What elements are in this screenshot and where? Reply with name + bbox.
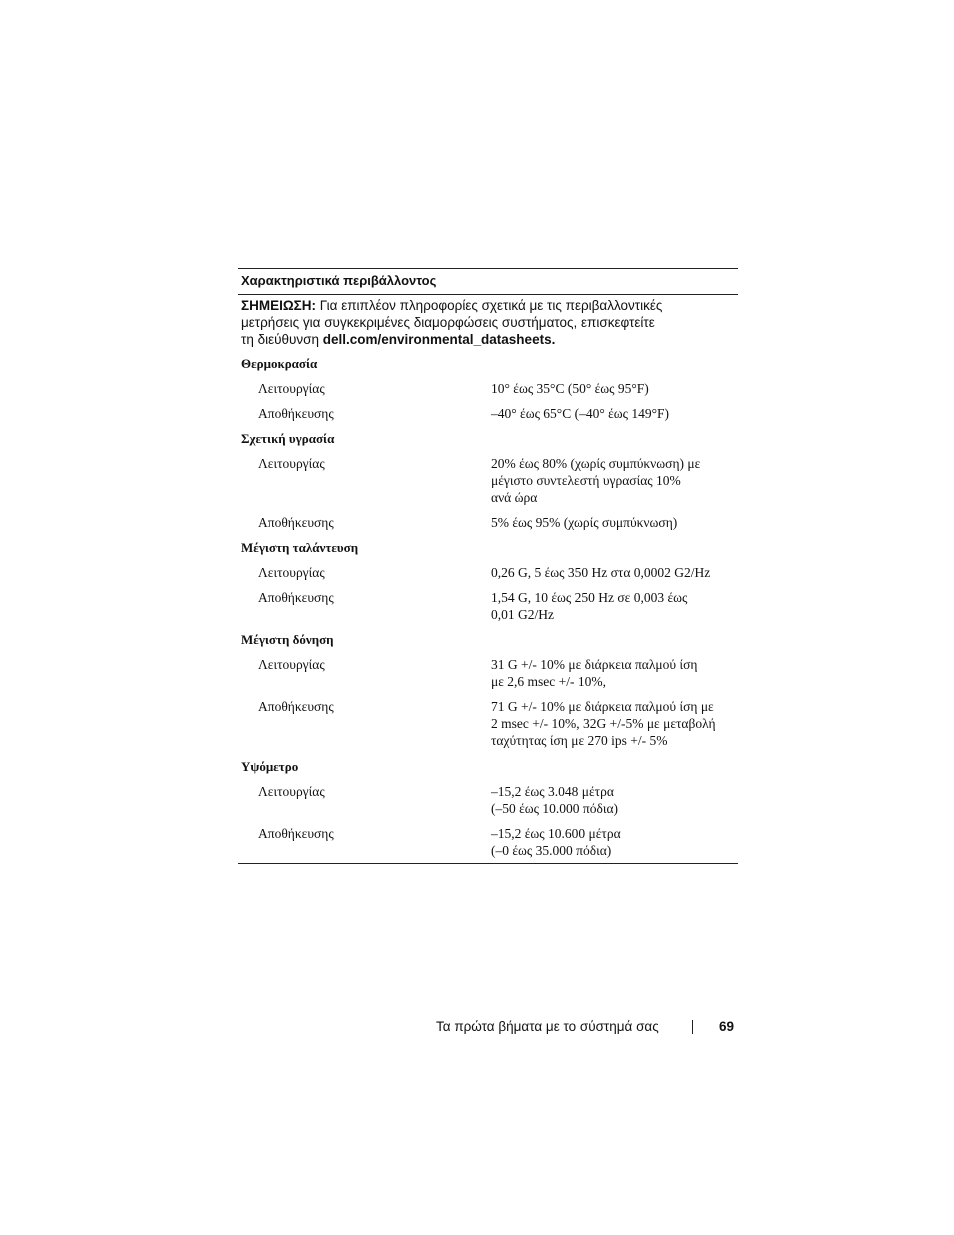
spec-row bbox=[238, 698, 738, 758]
footer-title: Τα πρώτα βήματα με το σύστημά σας bbox=[436, 1019, 659, 1034]
row-value bbox=[491, 514, 736, 531]
note-line-2: μετρήσεις για συγκεκριμένες διαμορφώσεις συστήματος, επισκεφτείτε bbox=[241, 315, 655, 330]
value-line: 1,54 G, 10 έως 250 Hz σε 0,003 έως bbox=[491, 590, 688, 605]
value-line: 5% έως 95% (χωρίς συμπύκνωση) bbox=[491, 515, 678, 530]
table-bottom-rule bbox=[238, 863, 738, 864]
environmental-specs-table bbox=[238, 268, 738, 864]
row-value bbox=[491, 380, 736, 397]
value-line: 10° έως 35°C (50° έως 95°F) bbox=[491, 381, 649, 396]
row-label: Λειτουργίας bbox=[258, 565, 325, 580]
value-line: –15,2 έως 10.600 μέτρα bbox=[491, 826, 621, 841]
row-label: Λειτουργίας bbox=[258, 657, 325, 672]
value-line: 71 G +/- 10% με διάρκεια παλμού ίση με bbox=[491, 699, 714, 714]
section-heading-vibration: Μέγιστη ταλάντευση bbox=[241, 540, 359, 555]
row-value bbox=[491, 698, 736, 749]
spec-row bbox=[238, 405, 738, 430]
value-line: ανά ώρα bbox=[491, 490, 538, 505]
value-line: (–0 έως 35.000 πόδια) bbox=[491, 843, 612, 858]
value-line: 2 msec +/- 10%, 32G +/-5% με μεταβολή bbox=[491, 716, 716, 731]
spec-row bbox=[238, 656, 738, 698]
row-value bbox=[491, 825, 736, 859]
row-value bbox=[491, 656, 736, 690]
section-heading-shock: Μέγιστη δόνηση bbox=[241, 632, 334, 647]
row-label: Αποθήκευσης bbox=[258, 699, 334, 714]
row-label: Λειτουργίας bbox=[258, 784, 325, 799]
row-value bbox=[491, 455, 736, 506]
note-line-3: τη διεύθυνση bbox=[241, 332, 323, 347]
spec-row bbox=[238, 564, 738, 589]
row-value bbox=[491, 589, 736, 623]
spec-row bbox=[238, 514, 738, 539]
value-line: 20% έως 80% (χωρίς συμπύκνωση) με bbox=[491, 456, 701, 471]
note-link: dell.com/environmental_datasheets. bbox=[322, 332, 556, 347]
value-line: 0,01 G2/Hz bbox=[491, 607, 554, 622]
row-value bbox=[491, 783, 736, 817]
row-label: Αποθήκευσης bbox=[258, 826, 334, 841]
value-line: (–50 έως 10.000 πόδια) bbox=[491, 801, 619, 816]
row-label: Αποθήκευσης bbox=[258, 590, 334, 605]
table-title: Χαρακτηριστικά περιβάλλοντος bbox=[241, 273, 437, 288]
note-block bbox=[238, 295, 738, 355]
row-label: Λειτουργίας bbox=[258, 381, 325, 396]
footer-separator bbox=[692, 1020, 693, 1034]
value-line: με 2,6 msec +/- 10%, bbox=[491, 674, 607, 689]
spec-sections bbox=[238, 355, 738, 863]
row-value bbox=[491, 405, 736, 422]
value-line: 0,26 G, 5 έως 350 Hz στα 0,0002 G2/Hz bbox=[491, 565, 711, 580]
spec-row bbox=[238, 783, 738, 825]
spec-row bbox=[238, 380, 738, 405]
value-line: ταχύτητας ίση με 270 ips +/- 5% bbox=[491, 733, 668, 748]
page-number: 69 bbox=[719, 1019, 735, 1034]
row-value bbox=[491, 564, 736, 581]
value-line: –40° έως 65°C (–40° έως 149°F) bbox=[491, 406, 670, 421]
note-label: ΣΗΜΕΙΩΣΗ: bbox=[241, 298, 317, 313]
row-label: Αποθήκευσης bbox=[258, 515, 334, 530]
spec-row bbox=[238, 455, 738, 514]
spec-row bbox=[238, 589, 738, 631]
note-line-1: Για επιπλέον πληροφορίες σχετικά με τις περιβαλλοντικές bbox=[316, 298, 663, 313]
row-label: Αποθήκευσης bbox=[258, 406, 334, 421]
value-line: –15,2 έως 3.048 μέτρα bbox=[491, 784, 614, 799]
section-heading-humidity: Σχετική υγρασία bbox=[241, 431, 335, 446]
value-line: μέγιστο συντελεστή υγρασίας 10% bbox=[491, 473, 681, 488]
spec-row bbox=[238, 825, 738, 863]
section-heading-altitude: Υψόμετρο bbox=[241, 759, 299, 774]
value-line: 31 G +/- 10% με διάρκεια παλμού ίση bbox=[491, 657, 698, 672]
section-heading-temperature: Θερμοκρασία bbox=[241, 356, 318, 371]
row-label: Λειτουργίας bbox=[258, 456, 325, 471]
